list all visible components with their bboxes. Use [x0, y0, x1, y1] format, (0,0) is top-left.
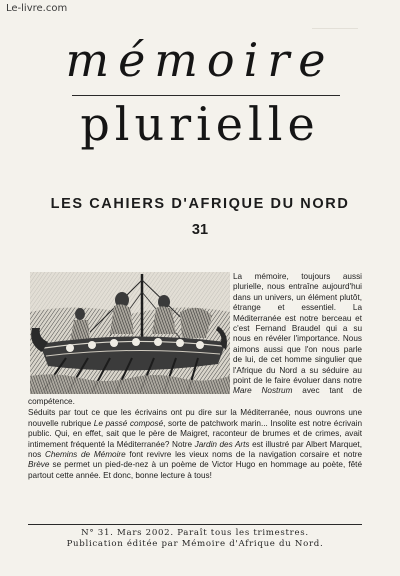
- publication-footer: [28, 528, 362, 550]
- footer-line-2: Publication éditée par Mémoire d'Afrique du Nord.: [66, 539, 324, 549]
- editorial-italic-title: Jardin des Arts: [194, 439, 250, 449]
- masthead-title-line1: mémoire: [65, 33, 335, 87]
- editorial-text-span: avec tant de compétence.: [28, 386, 362, 406]
- editorial-text-span: Séduits par tout ce que les écrivains ont pu dire sur la Méditerranée, nous ouvrons une nouvelle rubrique: [28, 408, 362, 428]
- editorial-italic-title: Le passé composé: [93, 418, 164, 428]
- footer-line-1: N° 31. Mars 2002. Paraît tous les trimestres.: [81, 528, 309, 538]
- watermark: Le-livre.com: [6, 3, 68, 14]
- cover-subtitle: LES CAHIERS D'AFRIQUE DU NORD: [50, 196, 350, 212]
- editorial-text-span: est illustré par Albert Marquet, nos: [28, 439, 362, 459]
- editorial-italic-title: Chemins de Mémoire: [44, 449, 126, 459]
- editorial-text-span: La mémoire, toujours aussi plurielle, nous entraîne aujourd'hui dans un univers, un élément plutôt, étrange et essentiel. La Méditerranée est notre berceau et c'est Fernand Braudel qui a su nous en révéler l'importance. Nous aimons aussi que l'on nous parle de lui, de cet homme singulier que l'Afrique du Nord a su séduire au point de le faire évoluer dans notre: [233, 272, 362, 386]
- editorial-text-span: font revivre les vieux noms de la navigation corsaire et notre: [125, 449, 362, 459]
- issue-number: 31: [191, 222, 209, 238]
- editorial-paragraph-2: [28, 408, 362, 481]
- editorial-text-span: se permet un pied-de-nez à un poème de Victor Hugo en hommage au poète, fêté partout cette année. Et donc, bonne lecture à tous!: [28, 460, 362, 480]
- masthead-title-line2: plurielle: [80, 97, 320, 151]
- editorial-text: [28, 272, 362, 481]
- editorial-italic-title: Mare Nostrum: [233, 386, 293, 396]
- footer-rule: [28, 524, 362, 525]
- editorial-text-span: , sorte de patchwork marin... Insolite est notre écrivain public. Qui, en effet, sait que le père de Maigret, raconteur de brumes et de crimes, avait intimement fréquenté la Méditerranée? Notre: [28, 418, 362, 449]
- editorial-italic-title: Brève: [28, 460, 50, 470]
- illustration-float-spacer: [28, 272, 228, 393]
